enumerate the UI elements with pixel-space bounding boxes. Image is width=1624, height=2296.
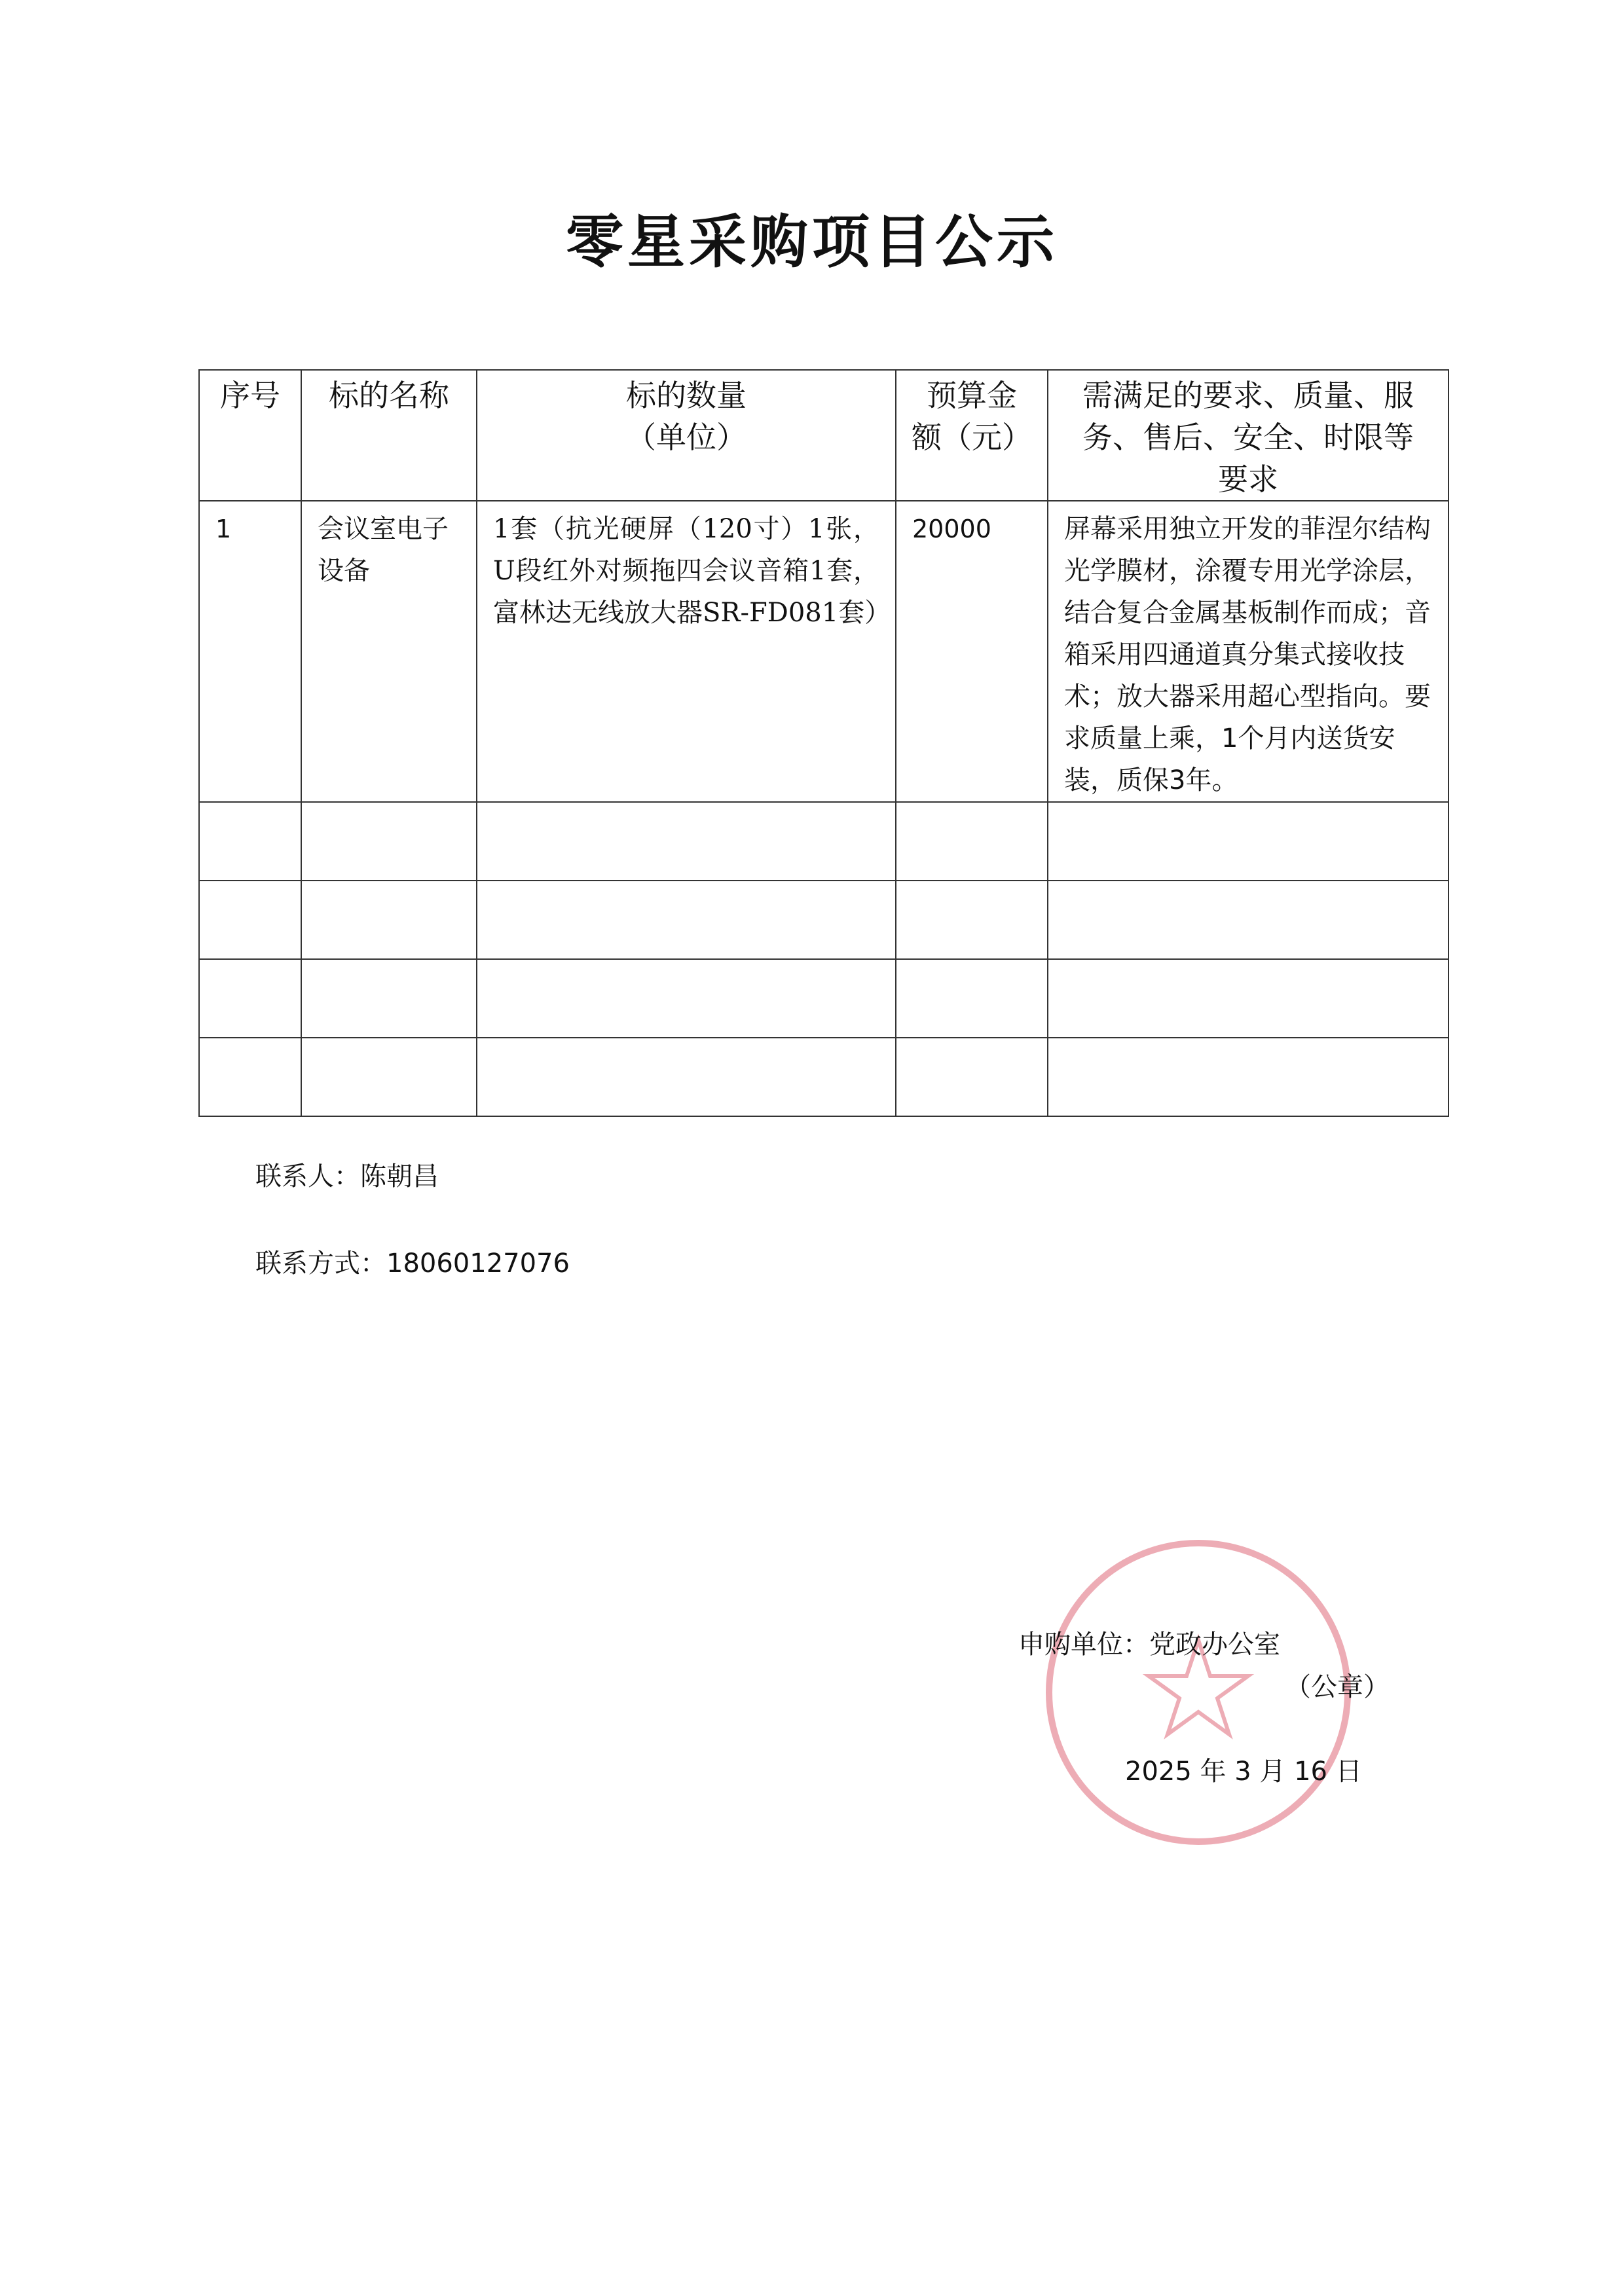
header-requirements-line-1: 需满足的要求、质量、服 [1082,378,1414,413]
header-budget-line-1: 预算金 [927,378,1017,413]
applicant-unit-value: 党政办公室 [1149,1630,1280,1660]
row-budget: 20000 [896,501,1048,802]
header-requirements-line-2: 务、售后、安全、时限等 [1082,420,1414,455]
header-requirements-line-3: 要求 [1218,462,1278,497]
table-row-blank [199,802,1449,881]
contact-phone-value: 18060127076 [386,1248,570,1279]
seal-note: （公章） [1285,1672,1390,1702]
applicant-unit [1018,1624,1280,1661]
table-row-blank [199,1038,1449,1116]
row-index: 1 [199,501,301,802]
signature-date: 2025 年 3 月 16 日 [1125,1757,1362,1787]
table-header-row [199,370,1449,501]
header-index [199,370,301,501]
row-requirements: 屏幕采用独立开发的菲涅尔结构光学膜材，涂覆专用光学涂层，结合复合金属基板制作而成；音箱采用四通道真分集式接收技术；放大器采用超心型指向。要求质量上乘，1个月内送货安装，质保3年。 [1048,501,1449,802]
table-row-blank [199,881,1449,959]
applicant-unit-label: 申购单位： [1018,1630,1149,1660]
header-budget [896,370,1048,501]
row-quantity: 1套（抗光硬屏（120寸）1张，U段红外对频拖四会议音箱1套，富林达无线放大器SR-FD081套） [477,501,896,802]
header-quantity-line-1: 标的数量 [626,378,747,413]
document-title: 零星采购项目公示 [565,208,1058,276]
contact-phone [255,1243,570,1280]
procurement-table [198,369,1449,1117]
header-requirements [1048,370,1449,501]
header-name-line: 标的名称 [329,378,449,413]
contact-person [255,1156,439,1193]
header-index-line: 序号 [220,378,280,413]
table-row-blank [199,959,1449,1038]
header-quantity-line-2: （单位） [626,420,747,455]
contact-phone-label: 联系方式： [255,1248,386,1279]
contact-person-label: 联系人： [255,1161,360,1192]
header-name [301,370,477,501]
table-row [199,501,1449,802]
header-quantity [477,370,896,501]
row-name: 会议室电子设备 [301,501,477,802]
header-budget-line-2: 额（元） [912,420,1032,455]
contact-person-value: 陈朝昌 [360,1161,439,1192]
